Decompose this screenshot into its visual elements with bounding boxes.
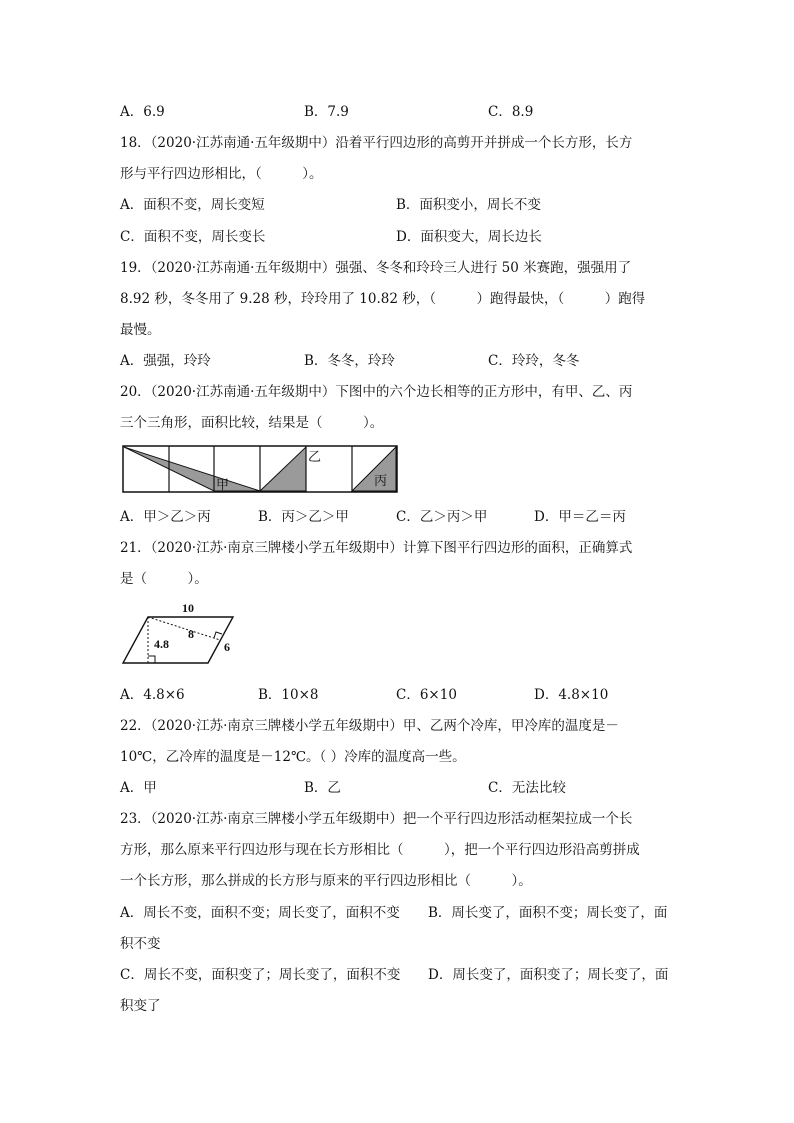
q21-option-c: C．6×10 bbox=[396, 687, 457, 703]
label-bing: 丙 bbox=[374, 473, 388, 488]
q23-question-line-1: 23．（2020·江苏·南京三牌楼小学五年级期中）把一个平行四边形活动框架拉成一个长 bbox=[120, 811, 633, 827]
q22-question-line-1: 22．（2020·江苏·南京三牌楼小学五年级期中）甲、乙两个冷库，甲冷库的温度是－ bbox=[120, 718, 619, 734]
q21-question-line-2: 是（ ）。 bbox=[120, 571, 208, 587]
q22-option-b: B．乙 bbox=[304, 780, 341, 796]
q23-option-c: C．周长不变，面积变了；周长变了，面积不变 bbox=[120, 967, 401, 983]
q23-option-a: A．周长不变，面积不变；周长变了，面积不变 bbox=[120, 905, 400, 921]
q18-option-a: A．面积不变，周长变短 bbox=[120, 197, 265, 213]
q18-option-c: C．面积不变，周长变长 bbox=[120, 229, 266, 245]
q17-option-c: C．8.9 bbox=[488, 104, 534, 120]
q19-option-c: C．玲玲，冬冬 bbox=[488, 353, 580, 369]
label-yi: 乙 bbox=[308, 449, 322, 464]
q19-option-a: A．强强，玲玲 bbox=[120, 353, 211, 369]
label-height-4-8: 4.8 bbox=[154, 637, 169, 651]
q18-question-line-1: 18．（2020·江苏南通·五年级期中）沿着平行四边形的高剪开并拼成一个长方形，长方 bbox=[120, 135, 633, 151]
q23-option-b-cont: 积不变 bbox=[120, 936, 161, 952]
label-diag-8: 8 bbox=[188, 627, 194, 641]
q17-option-b: B．7.9 bbox=[304, 104, 349, 120]
q20-option-d: D．甲＝乙＝丙 bbox=[534, 509, 626, 525]
right-angle-mark-bottom bbox=[148, 656, 155, 663]
q20-question-line-2: 三个三角形，面积比较，结果是（ ）。 bbox=[120, 415, 384, 431]
q21-option-d: D．4.8×10 bbox=[534, 687, 609, 703]
q18-question-line-2: 形与平行四边形相比，（ ）。 bbox=[120, 166, 323, 182]
q20-option-a: A．甲＞乙＞丙 bbox=[120, 509, 211, 525]
q20-question-line-1: 20．（2020·江苏南通·五年级期中）下图中的六个边长相等的正方形中，有甲、乙、丙 bbox=[120, 384, 633, 400]
q23-option-d-cont: 积变了 bbox=[120, 998, 161, 1014]
q19-question-line-2: 8.92 秒，冬冬用了 9.28 秒，玲玲用了 10.82 秒，（ ）跑得最快，（ ）跑得 bbox=[120, 291, 646, 307]
q19-question-line-1: 19．（2020·江苏南通·五年级期中）强强、冬冬和玲玲三人进行 50 米赛跑，强强用了 bbox=[120, 260, 632, 276]
label-top-10: 10 bbox=[182, 601, 194, 615]
q23-question-line-2: 方形，那么原来平行四边形与现在长方形相比（ ），把一个平行四边形沿高剪拼成 bbox=[120, 842, 640, 858]
label-side-6: 6 bbox=[224, 640, 230, 654]
q18-option-d: D．面积变大，周长边长 bbox=[396, 229, 542, 245]
q20-option-b: B．丙＞乙＞甲 bbox=[258, 509, 349, 525]
q22-option-a: A．甲 bbox=[120, 780, 157, 796]
q23-option-d: D．周长变了，面积变了；周长变了，面 bbox=[428, 967, 669, 983]
q23-question-line-3: 一个长方形，那么拼成的长方形与原来的平行四边形相比（ ）。 bbox=[120, 873, 532, 889]
q19-question-line-3: 最慢。 bbox=[120, 322, 161, 338]
six-squares-figure bbox=[122, 445, 398, 495]
label-jia: 甲 bbox=[216, 477, 230, 492]
q22-question-line-2: 10℃，乙冷库的温度是－12℃。（ ）冷库的温度高一些。 bbox=[120, 749, 466, 765]
q18-option-b: B．面积变小，周长不变 bbox=[396, 197, 541, 213]
q21-question-line-1: 21．（2020·江苏·南京三牌楼小学五年级期中）计算下图平行四边形的面积，正确算式 bbox=[120, 540, 633, 556]
triangle-jia bbox=[124, 447, 260, 491]
q19-option-b: B．冬冬，玲玲 bbox=[304, 353, 395, 369]
q20-option-c: C．乙＞丙＞甲 bbox=[396, 509, 488, 525]
q17-option-a: A．6.9 bbox=[120, 104, 165, 120]
triangle-yi bbox=[260, 447, 306, 491]
q21-option-b: B．10×8 bbox=[258, 687, 319, 703]
q23-option-b: B．周长变了，面积不变；周长变了，面 bbox=[428, 905, 668, 921]
q21-option-a: A．4.8×6 bbox=[120, 687, 185, 703]
right-angle-mark-side bbox=[214, 632, 222, 638]
q22-option-c: C．无法比较 bbox=[488, 780, 566, 796]
parallelogram-figure bbox=[118, 600, 243, 668]
parallelogram bbox=[123, 617, 233, 663]
